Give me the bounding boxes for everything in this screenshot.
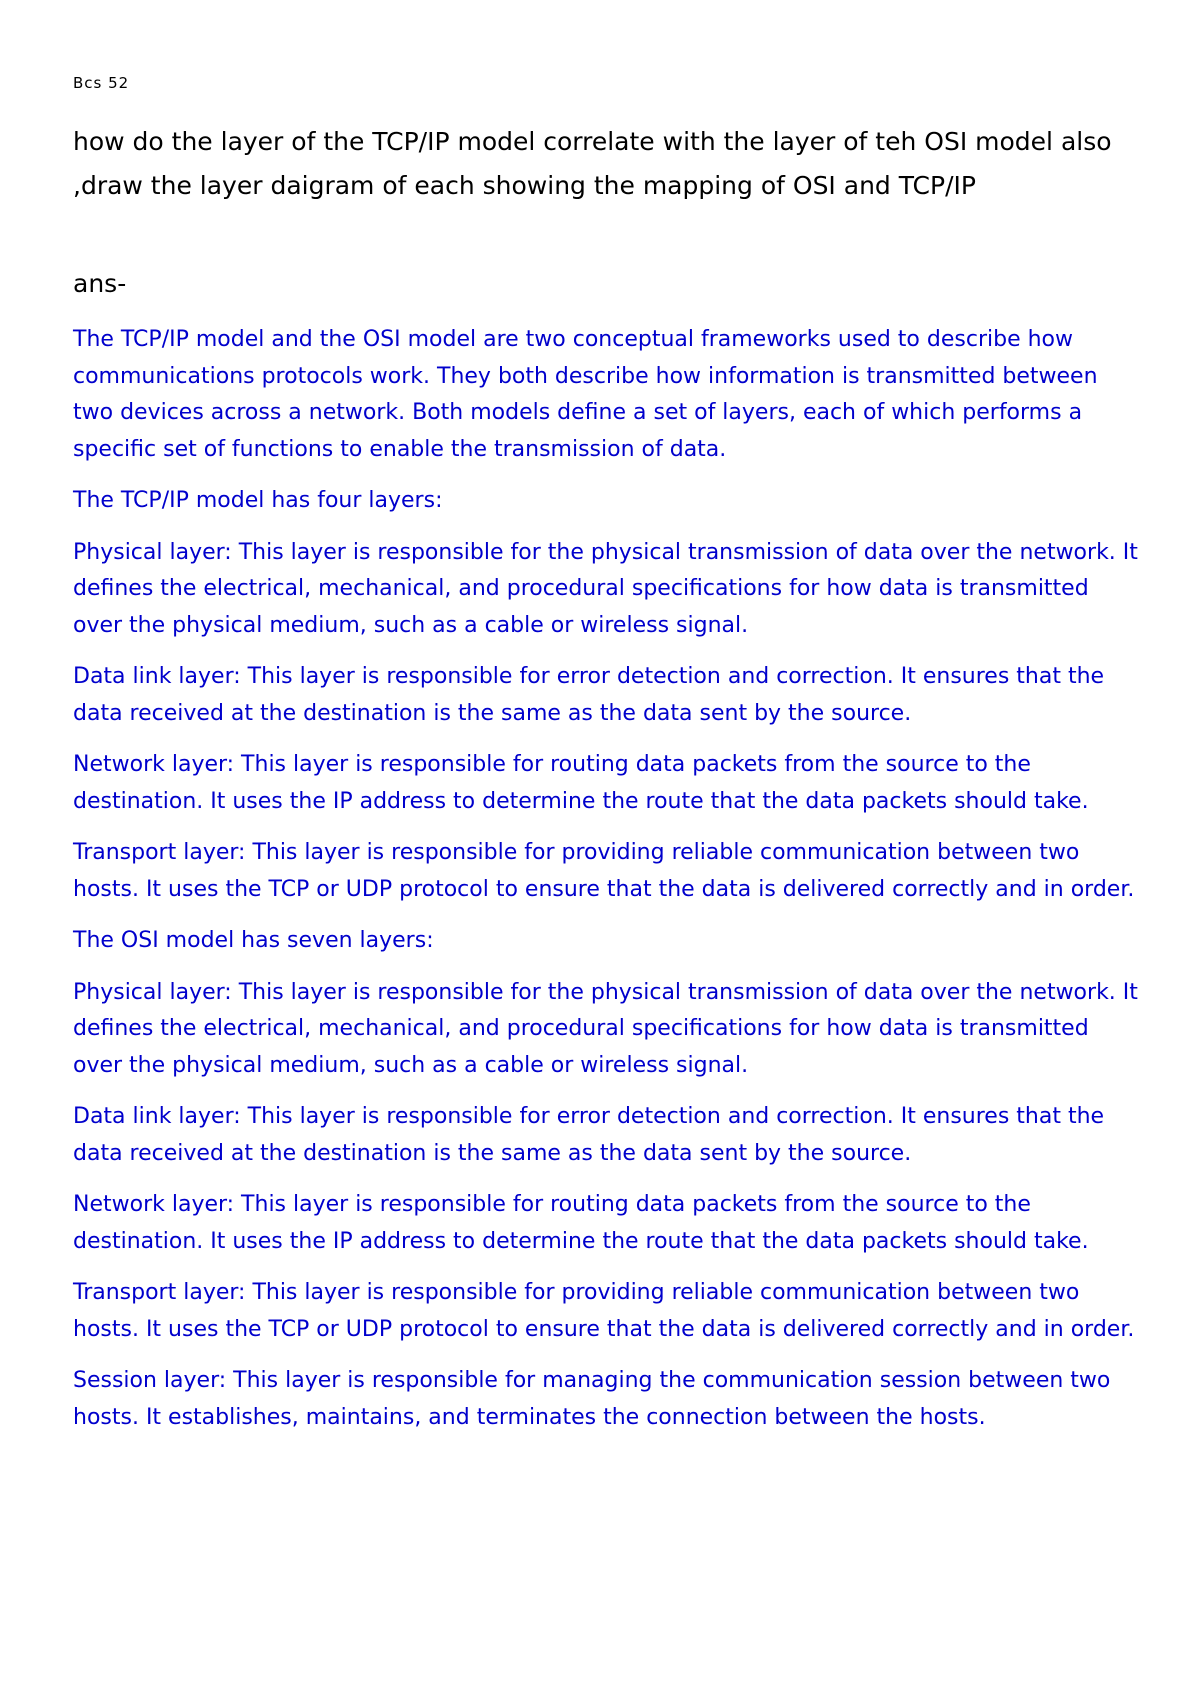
answer-paragraph: The OSI model has seven layers: bbox=[73, 928, 434, 953]
answer-paragraph: Physical layer: This layer is responsible for the physical transmission of data over the network. It defines the electrical, mechanical, and procedural specifications for how data is transmitted over the physical medium, such as a cable or wireless signal. bbox=[73, 979, 1138, 1078]
answer-paragraph: Physical layer: This layer is responsible for the physical transmission of data over the network. It defines the electrical, mechanical, and procedural specifications for how data is transmitted over the physical medium, such as a cable or wireless signal. bbox=[73, 539, 1138, 638]
answer-paragraph: Transport layer: This layer is responsible for providing reliable communication between two hosts. It uses the TCP or UDP protocol to ensure that the data is delivered correctly and in order. bbox=[73, 840, 1135, 902]
answer-paragraph: Data link layer: This layer is responsible for error detection and correction. It ensures that the data received at the destination is the same as the data sent by the source. bbox=[73, 1104, 1105, 1166]
answer-paragraph: Network layer: This layer is responsible for routing data packets from the source to the destination. It uses the IP address to determine the route that the data packets should take. bbox=[73, 752, 1089, 814]
answer-paragraph: Transport layer: This layer is responsible for providing reliable communication between two hosts. It uses the TCP or UDP protocol to ensure that the data is delivered correctly and in order. bbox=[73, 1280, 1135, 1342]
answer-paragraph: Data link layer: This layer is responsible for error detection and correction. It ensures that the data received at the destination is the same as the data sent by the source. bbox=[73, 664, 1105, 726]
course-code: Bcs 52 bbox=[73, 74, 130, 92]
answer-paragraph: The TCP/IP model has four layers: bbox=[73, 488, 443, 513]
question-text: how do the layer of the TCP/IP model correlate with the layer of teh OSI model also ,draw the layer daigram of each showing the mapping of OSI and TCP/IP bbox=[73, 127, 1112, 200]
answer-paragraph: Session layer: This layer is responsible for managing the communication session between two hosts. It establishes, maintains, and terminates the connection between the hosts. bbox=[73, 1368, 1111, 1430]
answer-body bbox=[73, 322, 1143, 1451]
answer-label: ans- bbox=[73, 269, 127, 298]
answer-paragraph: Network layer: This layer is responsible for routing data packets from the source to the destination. It uses the IP address to determine the route that the data packets should take. bbox=[73, 1192, 1089, 1254]
answer-paragraph: The TCP/IP model and the OSI model are two conceptual frameworks used to describe how communications protocols work. They both describe how information is transmitted between two devices across a network. Both models define a set of layers, each of which performs a specific set of functions to enable the transmission of data. bbox=[73, 327, 1098, 462]
